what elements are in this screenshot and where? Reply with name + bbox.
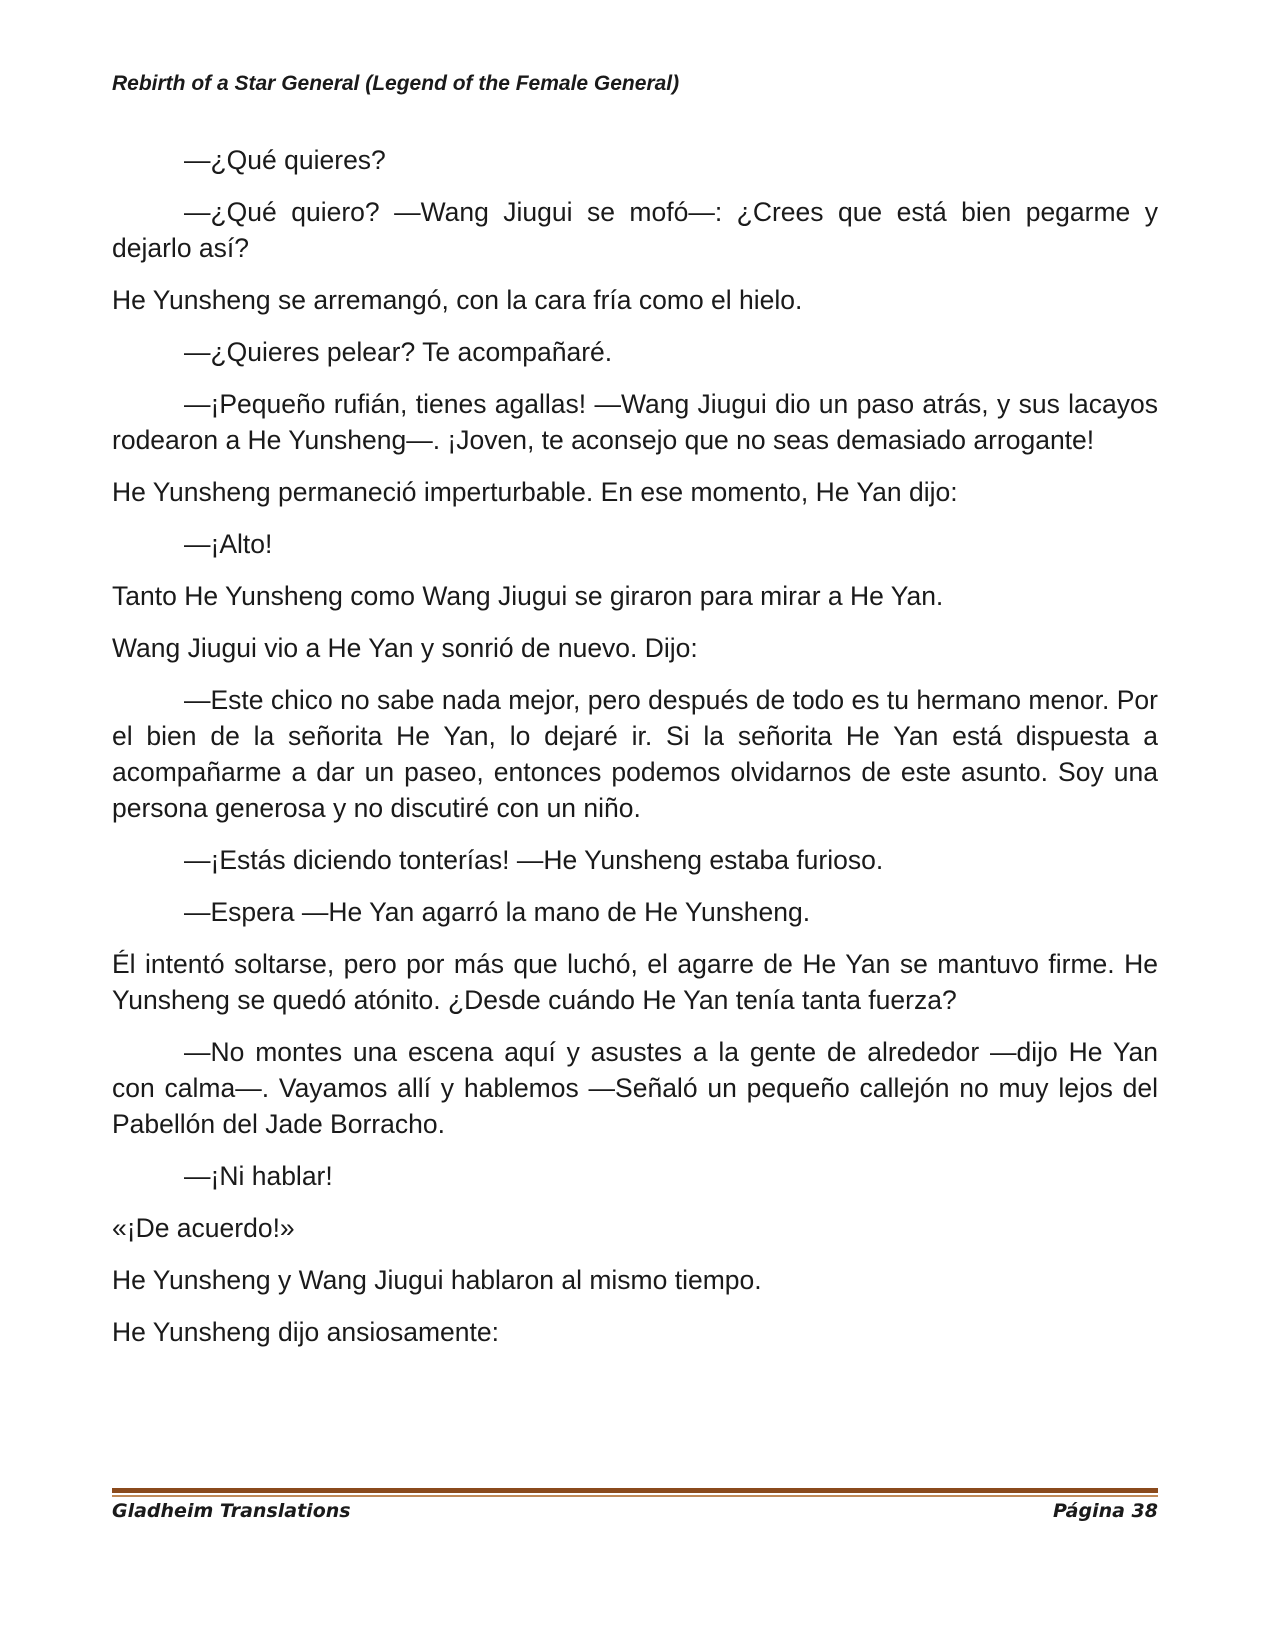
paragraph: Wang Jiugui vio a He Yan y sonrió de nuevo. Dijo: <box>112 633 698 663</box>
footer-divider-thin <box>112 1495 1158 1497</box>
paragraph: —Espera —He Yan agarró la mano de He Yunsheng. <box>184 897 811 927</box>
paragraph: He Yunsheng y Wang Jiugui hablaron al mismo tiempo. <box>112 1265 762 1295</box>
paragraph: Él intentó soltarse, pero por más que luchó, el agarre de He Yan se mantuvo firme. He Yunsheng se quedó atónito. ¿Desde cuándo He Yan tenía tanta fuerza? <box>112 949 1158 1015</box>
paragraph: He Yunsheng permaneció imperturbable. En ese momento, He Yan dijo: <box>112 477 958 507</box>
paragraph: —No montes una escena aquí y asustes a la gente de alrededor —dijo He Yan con calma—. Vayamos allí y hablemos —Señaló un pequeño callejón no muy lejos del Pabellón del Jade Borracho. <box>112 1037 1158 1139</box>
paragraph: He Yunsheng dijo ansiosamente: <box>112 1317 499 1347</box>
paragraph: —¡Pequeño rufián, tienes agallas! —Wang Jiugui dio un paso atrás, y sus lacayos rodearon a He Yunsheng—. ¡Joven, te aconsejo que no seas demasiado arrogante! <box>112 389 1158 455</box>
running-header-title: Rebirth of a Star General (Legend of the Female General) <box>112 72 680 95</box>
paragraph: «¡De acuerdo!» <box>112 1213 295 1243</box>
paragraph: —¿Quieres pelear? Te acompañaré. <box>184 337 613 367</box>
paragraph: —Este chico no sabe nada mejor, pero después de todo es tu hermano menor. Por el bien de la señorita He Yan, lo dejaré ir. Si la señorita He Yan está dispuesta a acompañarme a dar un paseo, entonces podemos olvidarnos de este asunto. Soy una persona generosa y no discutiré con un niño. <box>112 685 1158 823</box>
footer-publisher: Gladheim Translations <box>112 1500 351 1522</box>
paragraph: —¿Qué quieres? <box>184 145 386 175</box>
paragraph: —¡Alto! <box>184 529 273 559</box>
footer-page-number: Página 38 <box>1052 1500 1158 1522</box>
paragraph: —¡Estás diciendo tonterías! —He Yunsheng estaba furioso. <box>184 845 884 875</box>
paragraph: He Yunsheng se arremangó, con la cara fría como el hielo. <box>112 285 803 315</box>
paragraph: —¡Ni hablar! <box>184 1161 333 1191</box>
document-body <box>112 142 1158 1366</box>
footer-divider-thick <box>112 1488 1158 1493</box>
paragraph: Tanto He Yunsheng como Wang Jiugui se giraron para mirar a He Yan. <box>112 581 944 611</box>
paragraph: —¿Qué quiero? —Wang Jiugui se mofó—: ¿Crees que está bien pegarme y dejarlo así? <box>112 197 1158 263</box>
